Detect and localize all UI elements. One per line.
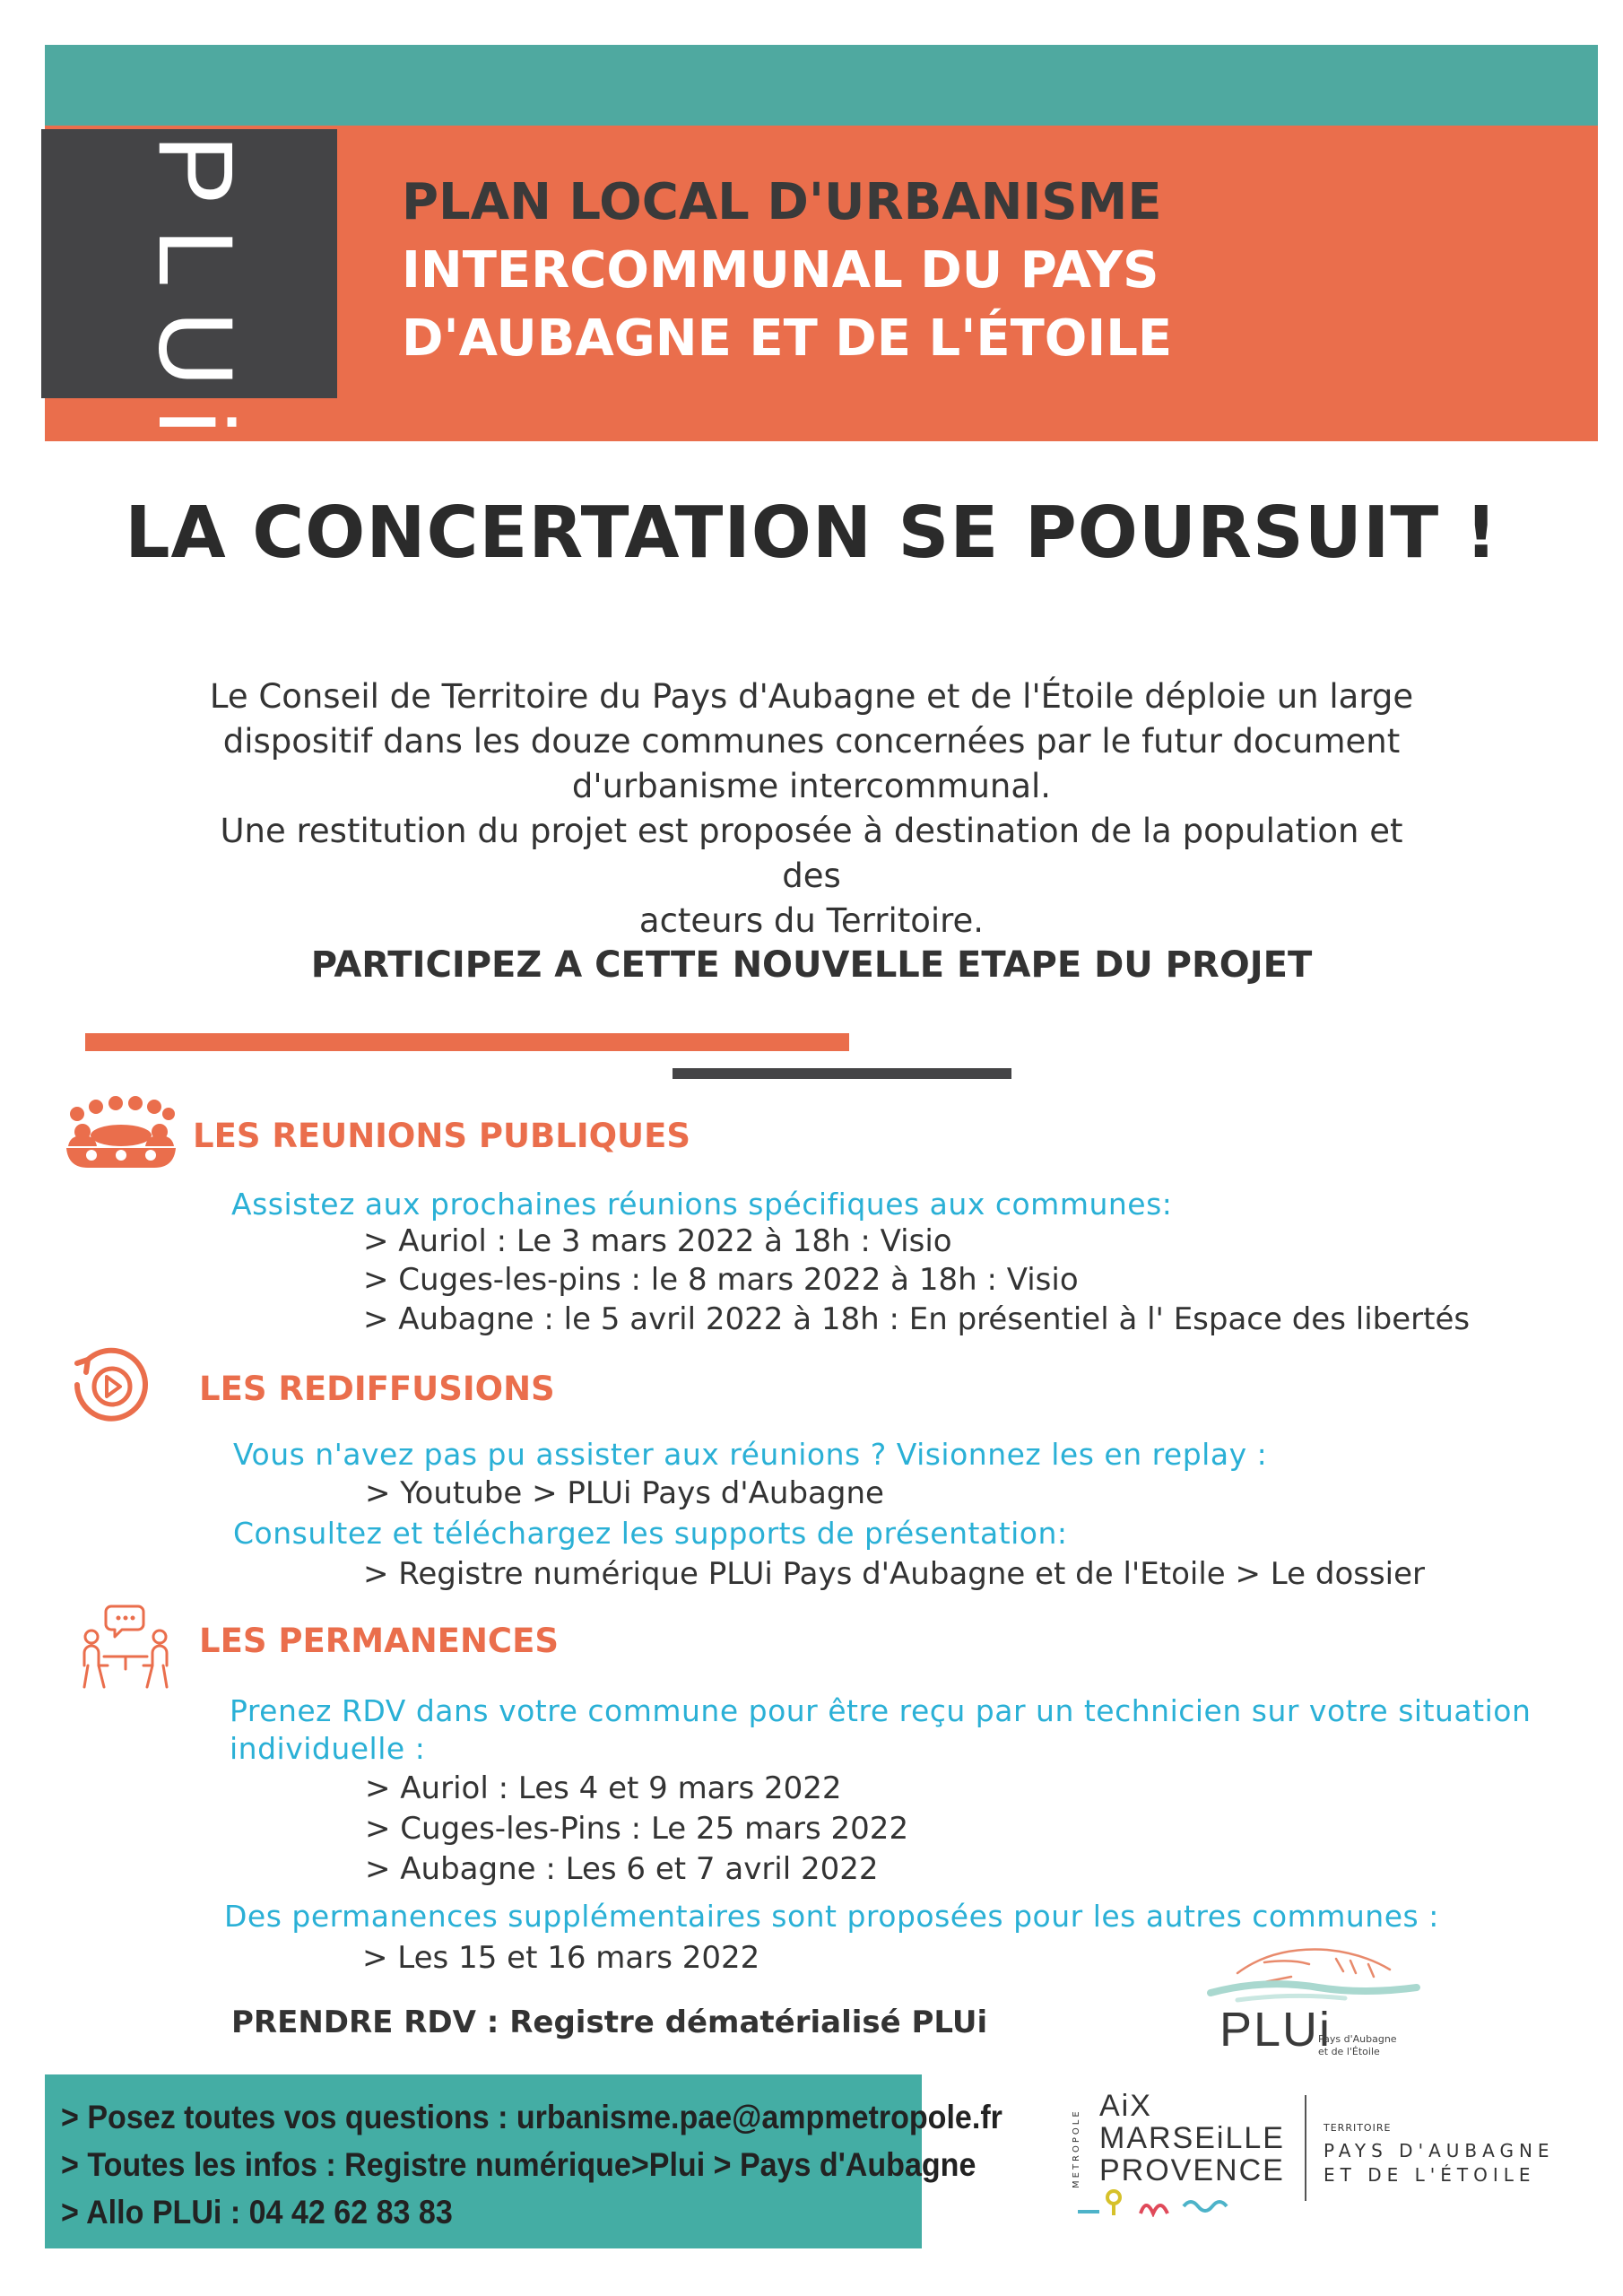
- header-title-line-3: D'AUBAGNE ET DE L'ÉTOILE: [402, 309, 1173, 368]
- section-title-permanences: LES PERMANENCES: [199, 1622, 560, 1660]
- amp-symbols-icon: [1076, 2188, 1282, 2217]
- header-title-line-1: PLAN LOCAL D'URBANISME: [402, 173, 1162, 231]
- footer-line-phone: > Allo PLUi : 04 42 62 83 83: [61, 2194, 453, 2231]
- replay-icon: [70, 1345, 151, 1426]
- page-title: LA CONCERTATION SE POURSUIT !: [125, 491, 1498, 574]
- rediffusions-intro-1: Vous n'avez pas pu assister aux réunions ? Visionnez les en replay :: [233, 1437, 1268, 1472]
- plui-landscape-logo-icon: [1202, 1937, 1426, 2009]
- metropole-vertical-label: METROPOLE: [1072, 2109, 1081, 2188]
- permanence-item: > Cuges-les-Pins : Le 25 mars 2022: [365, 1811, 909, 1847]
- aix-marseille-provence-logo: [1099, 2090, 1285, 2187]
- header-title-line-2: INTERCOMMUNAL DU PAYS: [402, 241, 1159, 300]
- permanence-extra-item: > Les 15 et 16 mars 2022: [362, 1940, 760, 1976]
- permanences-extra-intro: Des permanences supplémentaires sont proposées pour les autres communes :: [224, 1899, 1439, 1934]
- rdv-line: PRENDRE RDV : Registre dématérialisé PLUi: [231, 2005, 988, 2040]
- intro-line: acteurs du Territoire.: [638, 901, 985, 940]
- intro-line: dispositif dans les douze communes concernées par le futur document: [222, 722, 1401, 761]
- reunion-item: > Cuges-les-pins : le 8 mars 2022 à 18h : Visio: [363, 1262, 1079, 1298]
- permanence-item: > Aubagne : Les 6 et 7 avril 2022: [365, 1851, 879, 1887]
- divider-orange: [85, 1033, 849, 1051]
- call-to-action: PARTICIPEZ A CETTE NOUVELLE ETAPE DU PROJET: [310, 944, 1313, 986]
- plui-logo-vertical: PLUi: [136, 135, 255, 457]
- territoire-name-line: ET DE L'ÉTOILE: [1324, 2164, 1536, 2186]
- header-title: [402, 169, 1567, 373]
- plui-logo-subtitle-line: Pays d'Aubagne: [1318, 2033, 1397, 2045]
- header-teal-band: [45, 45, 1598, 126]
- plui-logo-subtitle-line: et de l'Étoile: [1318, 2046, 1380, 2057]
- permanences-intro-line-1: Prenez RDV dans votre commune pour être reçu par un technicien sur votre situation: [230, 1693, 1532, 1728]
- amp-logo-line: AiX: [1099, 2089, 1152, 2123]
- plui-logo-subtitle: [1318, 2033, 1397, 2058]
- section-title-rediffusions: LES REDIFFUSIONS: [199, 1370, 555, 1408]
- intro-line: Une restitution du projet est proposée à destination de la population et des: [220, 812, 1403, 895]
- meeting-group-icon: [65, 1096, 178, 1170]
- reunion-item: > Aubagne : le 5 avril 2022 à 18h : En présentiel à l' Espace des libertés: [363, 1301, 1471, 1337]
- amp-logo-line: MARSEiLLE: [1099, 2121, 1285, 2155]
- reunions-intro: Assistez aux prochaines réunions spécifiques aux communes:: [231, 1187, 1173, 1222]
- rediffusion-item-youtube: > Youtube > PLUi Pays d'Aubagne: [365, 1475, 884, 1511]
- plui-logo-text: PLUi: [1219, 2003, 1332, 2057]
- footer-line-questions: > Posez toutes vos questions : urbanisme.pae@ampmetropole.fr: [61, 2099, 1002, 2135]
- footer-line-infos: > Toutes les infos : Registre numérique>Plui > Pays d'Aubagne: [61, 2146, 976, 2183]
- territoire-label: TERRITOIRE: [1324, 2122, 1392, 2134]
- consultation-icon: [81, 1601, 170, 1691]
- section-title-reunions: LES REUNIONS PUBLIQUES: [193, 1117, 690, 1155]
- permanences-intro-line-2: individuelle :: [230, 1731, 426, 1766]
- divider-dark: [673, 1068, 1011, 1079]
- rediffusions-intro-2: Consultez et téléchargez les supports de présentation:: [233, 1516, 1068, 1551]
- amp-logo-line: PROVENCE: [1099, 2153, 1285, 2187]
- logo-divider: [1305, 2095, 1306, 2201]
- intro-line: Le Conseil de Territoire du Pays d'Aubagne et de l'Étoile déploie un large: [209, 677, 1414, 716]
- permanence-item: > Auriol : Les 4 et 9 mars 2022: [365, 1770, 842, 1806]
- intro-paragraph: [188, 674, 1435, 944]
- territoire-name-line: PAYS D'AUBAGNE: [1324, 2140, 1555, 2161]
- reunion-item: > Auriol : Le 3 mars 2022 à 18h : Visio: [363, 1223, 952, 1259]
- intro-line: d'urbanisme intercommunal.: [571, 767, 1052, 805]
- rediffusion-item-registre: > Registre numérique PLUi Pays d'Aubagne et de l'Etoile > Le dossier: [363, 1556, 1426, 1592]
